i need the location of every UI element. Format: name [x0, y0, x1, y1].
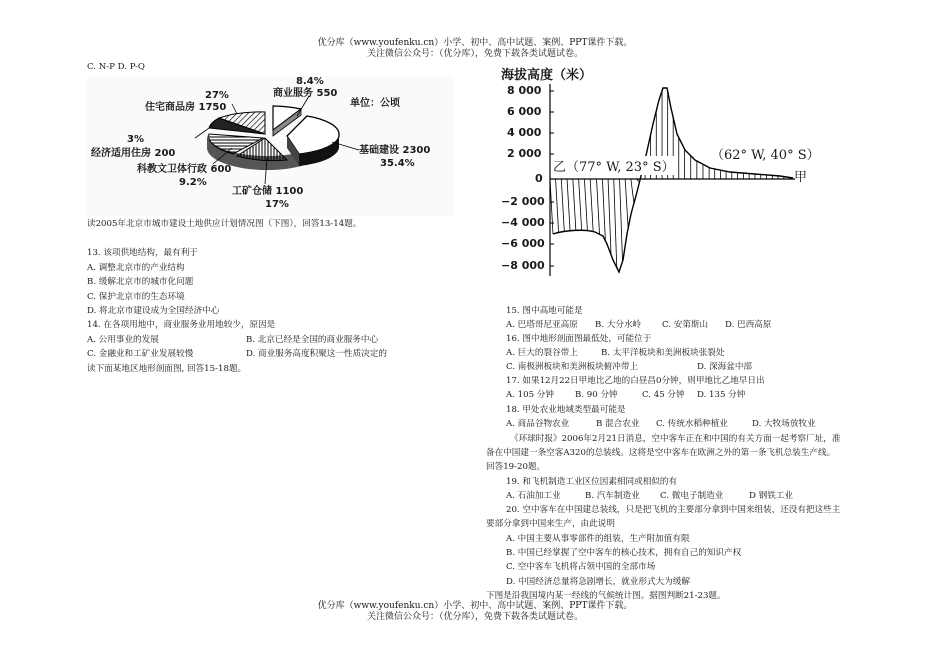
terrain-profile-figure [495, 64, 820, 290]
label-education-pct: 9.2% [179, 177, 207, 188]
q20-option-c: C. 空中客车飞机将占领中国的全部市场 [506, 562, 656, 572]
pie-intro: 读2005年北京市城市建设土地供应计划情况图（下图），回答13-14题。 [87, 219, 362, 229]
label-industrial-pct: 17% [265, 199, 289, 210]
profile-hatch-line [579, 179, 582, 230]
q20-option-d: D. 中国经济总量将急剧增长，就业形式大为缓解 [506, 577, 690, 587]
tick-2000: 2 000 [507, 147, 542, 160]
q13-stem: 13. 该项供地结构，最有利于 [87, 248, 198, 258]
profile-drawing [495, 64, 820, 290]
q19-option-a: A. 石油加工业 [506, 491, 561, 501]
point-yi-label: 乙（77° W, 23° S） [553, 156, 675, 175]
q19-stem: 19. 和飞机制造工业区位因素相同或相似的有 [506, 477, 678, 487]
label-infrastructure-name: 基础建设 2300 [359, 145, 431, 156]
q16-option-c: C. 南极洲板块和美洲板块俯冲带上 [506, 362, 639, 372]
profile-title: 海拔高度（米） [501, 68, 593, 83]
q14-option-d: D. 商业服务高度积聚这一性质决定的 [246, 349, 387, 359]
profile-hatch-line [625, 179, 628, 228]
news-line-2: 备在中国建一条空客A320的总装线。这将是空中客车在欧洲之外的第一条飞机总装生产线。 [486, 448, 836, 458]
q18-option-b: B 混合农业 [596, 419, 640, 429]
profile-hatch-line [614, 179, 617, 267]
profile-hatch-line [556, 179, 559, 232]
tick-6000: 6 000 [507, 105, 542, 118]
q16-option-d: D. 深海盆中部 [697, 362, 753, 372]
q15-option-b: B. 大分水岭 [595, 320, 642, 330]
profile-hatch-line [631, 179, 634, 203]
label-infrastructure-pct: 35.4% [380, 158, 415, 169]
tick-0: 0 [535, 172, 543, 185]
label-affordable-pct: 3% [127, 134, 144, 145]
q13-option-b: B. 缓解北京市的城市化问题 [87, 277, 194, 287]
q18-option-d: D. 大牧场放牧业 [752, 419, 816, 429]
q17-stem: 17. 如果12月22日甲地比乙地的白昼昌0分钟，则甲地比乙地早日出 [506, 376, 765, 386]
q13-option-d: D. 将北京市建设成为全国经济中心 [87, 306, 220, 316]
tick-4000: 4 000 [507, 126, 542, 139]
tick-minus-6000: −6 000 [501, 237, 545, 250]
profile-hatch-line [590, 179, 593, 232]
q19-option-b: B. 汽车制造业 [585, 491, 640, 501]
q16-option-a: A. 巨大的裂谷带上 [506, 348, 578, 358]
q17-option-a: A. 105 分钟 [506, 390, 554, 400]
q16-stem: 16. 图中地形剖面图最低处，可能位于 [506, 334, 652, 344]
profile-hatch-line [620, 179, 623, 261]
land-use-pie-figure [87, 76, 454, 216]
profile-hatch-line [608, 179, 611, 255]
q17-option-c: C. 45 分钟 [642, 390, 685, 400]
q19-option-d: D 钢铁工业 [749, 491, 793, 501]
q13-option-c: C. 保护北京市的生态环境 [87, 292, 185, 302]
q20-stem-2: 要部分拿到中国来生产，由此说明 [486, 519, 615, 529]
label-education-name: 科教文卫体行政 600 [137, 164, 232, 175]
q18-option-a: A. 商品谷物农业 [506, 419, 570, 429]
label-industrial-name: 工矿仓储 1100 [232, 186, 304, 197]
profile-hatch-line [602, 179, 605, 241]
q14-option-a: A. 公用事业的发展 [87, 335, 159, 345]
pie-unit: 单位：公顷 [350, 98, 400, 109]
header-line-2: 关注微信公众号：（优分库），免费下载各类试题试卷。 [366, 49, 583, 59]
footer-line-2: 关注微信公众号：（优分库），免费下载各类试题试卷。 [366, 612, 583, 622]
tick-8000: 8 000 [507, 84, 542, 97]
q13-option-a: A. 调整北京市的产业结构 [87, 263, 185, 273]
q18-option-c: C. 传统水稻种植业 [656, 419, 728, 429]
point-b-label: （62° W, 40° S） [711, 144, 820, 163]
label-affordable-name: 经济适用住房 200 [91, 148, 176, 159]
tick-minus-2000: −2 000 [501, 195, 545, 208]
label-residential-name: 住宅商品房 1750 [145, 102, 227, 113]
profile-hatch-line [567, 179, 570, 231]
q15-option-d: D. 巴西高原 [725, 320, 772, 330]
tick-minus-8000: −8 000 [501, 259, 545, 272]
q19-option-c: C. 微电子制造业 [660, 491, 724, 501]
label-commercial-pct: 8.4% [296, 76, 324, 87]
q20-option-b: B. 中国已经掌握了空中客车的核心技术，拥有自己的知识产权 [506, 548, 742, 558]
q20-stem-1: 20. 空中客车在中国建总装线，只是把飞机的主要部分拿到中国来组装，还没有把这些主 [506, 505, 841, 515]
top-options: C. N-P D. P-Q [87, 62, 145, 72]
profile-hatch-line [597, 179, 600, 234]
q17-option-b: B. 90 分钟 [575, 390, 618, 400]
header-line-1: 优分库（www.youfenku.cn）小学、初中、高中试题、案例、PPT课件下载。 [317, 38, 633, 48]
footer-line-1: 优分库（www.youfenku.cn）小学、初中、高中试题、案例、PPT课件下载。 [317, 601, 633, 611]
q16-option-b: B. 太平洋板块和美洲板块张裂处 [601, 348, 725, 358]
q20-option-a: A. 中国主要从事零部件的组装，生产附加值有限 [506, 534, 690, 544]
climate-intro: 下图是沿我国境内某一经线的气候统计图。据图判断21-23题。 [486, 591, 726, 601]
q14-stem: 14. 在各项用地中，商业服务业用地较少，原因是 [87, 320, 276, 330]
profile-intro: 读下面某地区地形剖面图, 回答15-18题。 [87, 364, 247, 374]
q15-stem: 15. 图中高地可能是 [506, 306, 583, 316]
q14-option-b: B. 北京已经是全国的商业服务中心 [246, 335, 379, 345]
news-line-1: 《环球时报》2006年2月21日消息，空中客车正在和中国的有关方面一起考察厂址，准 [510, 434, 841, 444]
q17-option-d: D. 135 分钟 [697, 390, 746, 400]
label-residential-pct: 27% [205, 90, 229, 101]
q15-option-a: A. 巴塔哥尼亚高原 [506, 320, 578, 330]
label-commercial-name: 商业服务 550 [273, 88, 338, 99]
tick-minus-4000: −4 000 [501, 216, 545, 229]
profile-hatch-line [561, 179, 564, 231]
point-jia-label: 甲 [794, 170, 808, 185]
profile-hatch-line [584, 179, 587, 231]
q15-option-c: C. 安第斯山 [662, 320, 709, 330]
news-line-3: 回答19-20题。 [486, 462, 546, 472]
profile-hatch-line [573, 179, 576, 230]
q14-option-c: C. 金融业和工矿业发展较慢 [87, 349, 194, 359]
q18-stem: 18. 甲处农业地域类型最可能是 [506, 405, 626, 415]
